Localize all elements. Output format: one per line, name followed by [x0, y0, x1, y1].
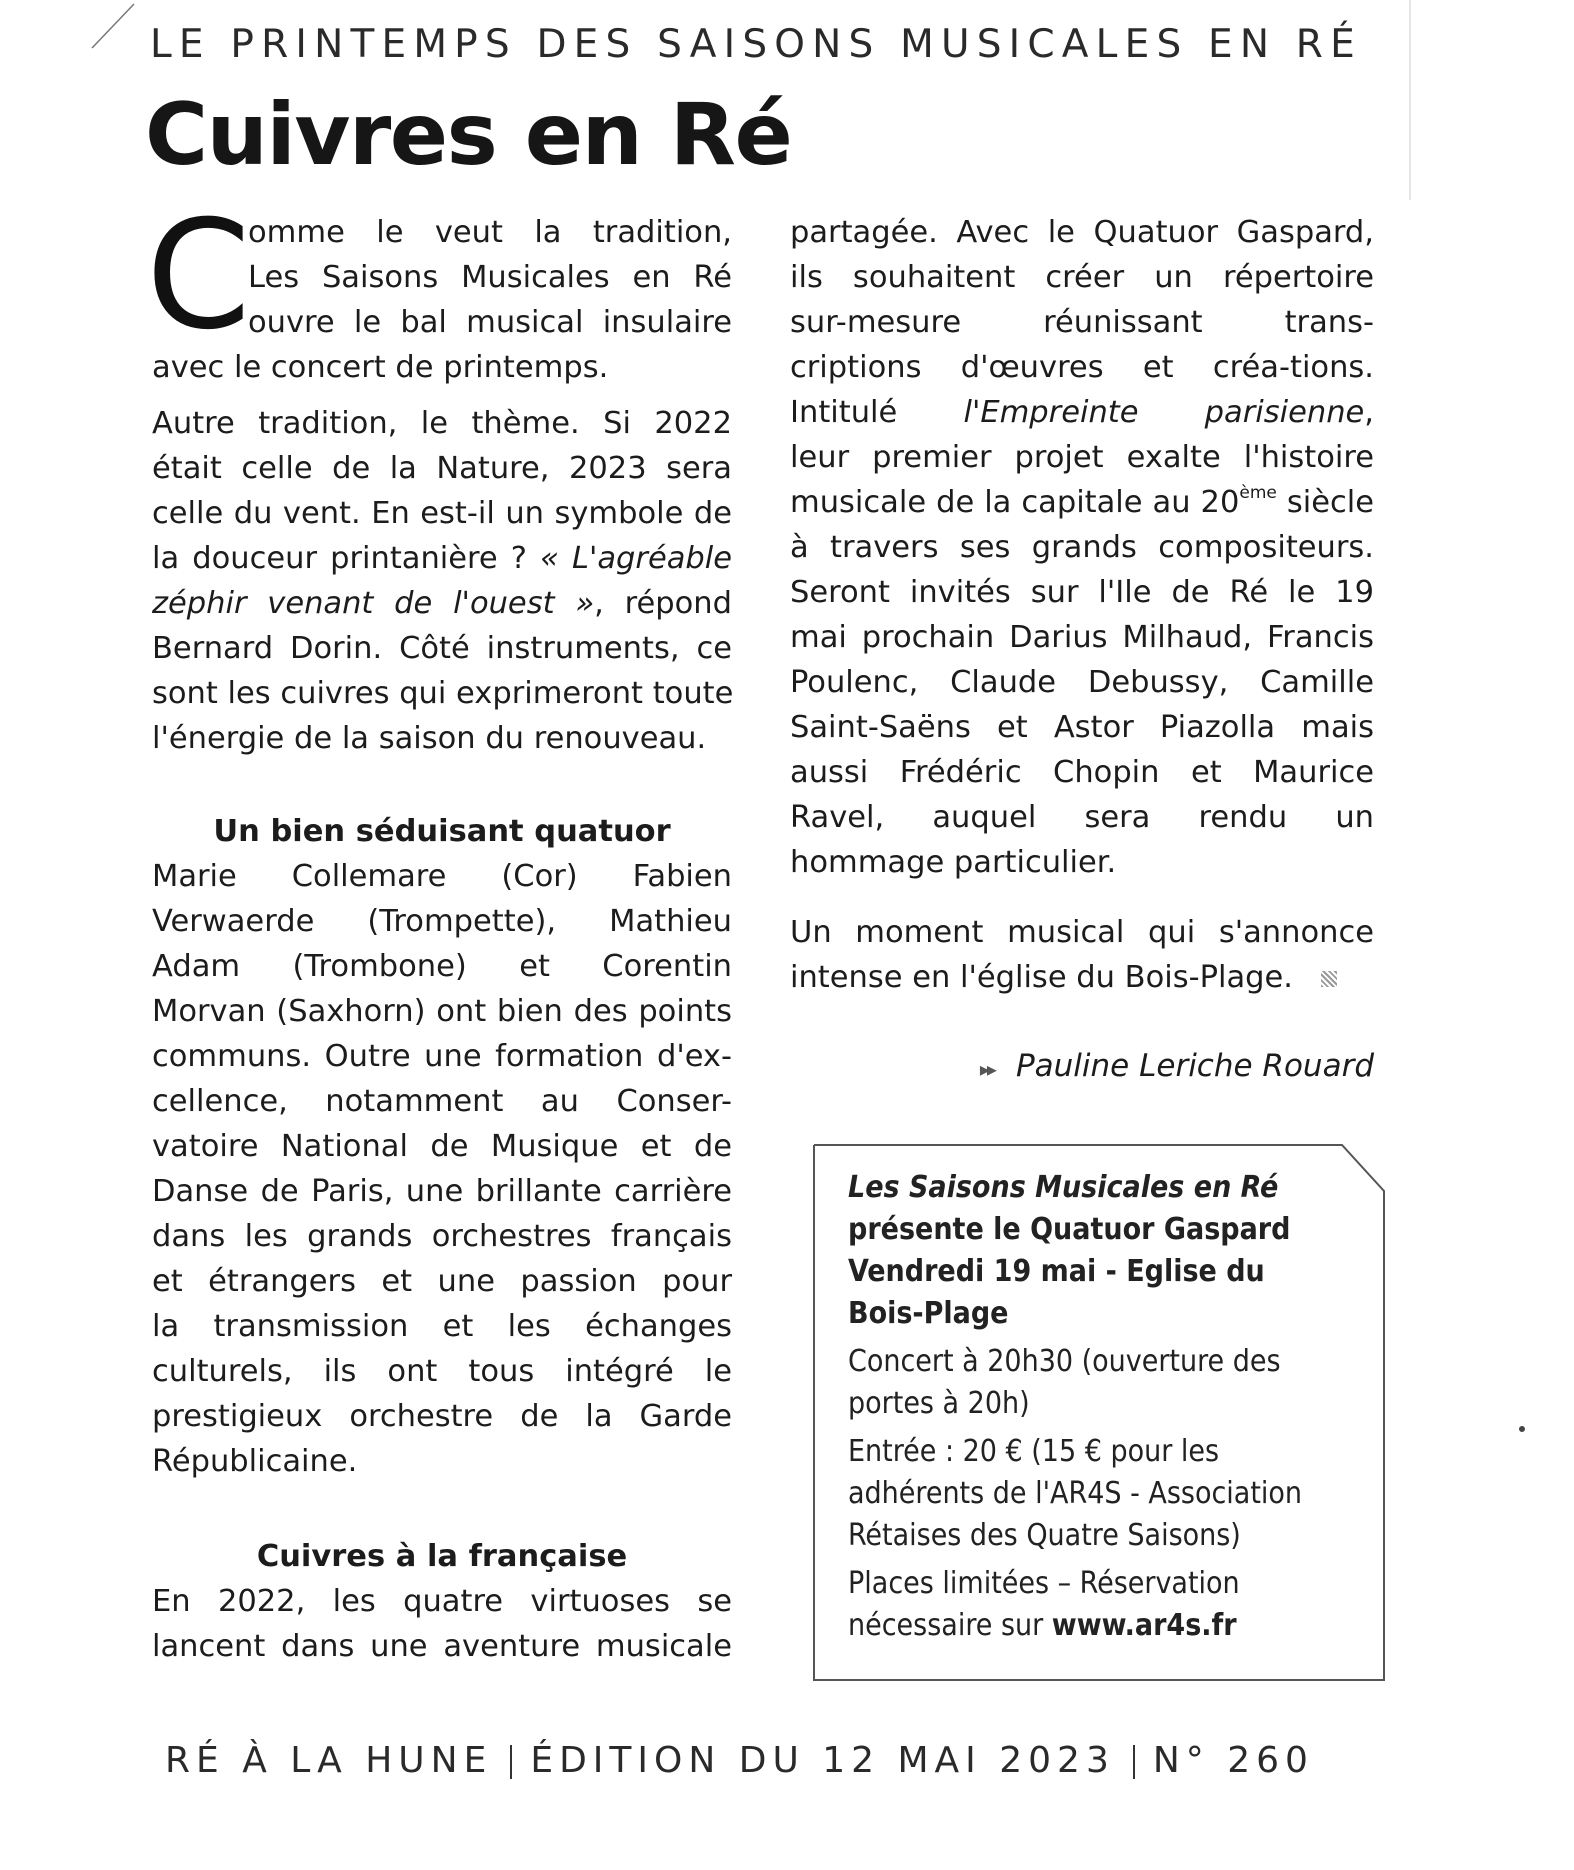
- text-line: Poulenc, Claude Debussy, Camille: [790, 665, 1374, 700]
- text-line: mai prochain Darius Milhaud, Francis: [790, 620, 1374, 655]
- text-line: ils souhaitent créer un répertoire: [790, 260, 1374, 295]
- website-link[interactable]: www.ar4s.fr: [1051, 1608, 1237, 1643]
- organizer-line: Les Saisons Musicales en Ré: [848, 1170, 1279, 1205]
- subheading-quatuor: Un bien séduisant quatuor: [213, 814, 671, 849]
- text-line: cellence, notamment au Conser-: [152, 1084, 732, 1119]
- closing-paragraph: [790, 910, 1374, 1000]
- subheading-francaise: Cuivres à la française: [256, 1539, 628, 1574]
- text-line: sur-mesure réunissant trans-: [790, 305, 1374, 340]
- text-line: Adam (Trombone) et Corentin: [152, 949, 732, 984]
- text-line: Autre tradition, le thème. Si 2022: [152, 406, 732, 441]
- double-arrow-icon: ▸▸: [979, 1057, 994, 1081]
- members-paragraph: [152, 854, 732, 1484]
- text-line: partagée. Avec le Quatuor Gaspard,: [790, 215, 1374, 250]
- text-line: Les Saisons Musicales en Ré: [248, 260, 732, 295]
- text-line: culturels, ils ont tous intégré le: [152, 1354, 732, 1389]
- text-line: leur premier projet exalte l'histoire: [790, 440, 1374, 475]
- scan-corner-line: [88, 0, 138, 52]
- text-line: à travers ses grands compositeurs.: [790, 530, 1374, 565]
- text-line: dans les grands orchestres français: [152, 1219, 732, 1254]
- text-line: musicale de la capitale au 20ème siècle: [790, 483, 1374, 520]
- concert-time-line: Concert à 20h30 (ouverture des: [848, 1344, 1281, 1379]
- text-line: aussi Frédéric Chopin et Maurice: [790, 755, 1374, 790]
- headline: Cuivres en Ré: [145, 85, 792, 185]
- footer-divider: [510, 1745, 512, 1779]
- price-line: Entrée : 20 € (15 € pour les: [848, 1434, 1220, 1469]
- text-line: Ravel, auquel sera rendu un: [790, 800, 1374, 835]
- text-line: omme le veut la tradition,: [248, 215, 732, 250]
- text-line: Seront invités sur l'Ile de Ré le 19: [790, 575, 1374, 610]
- kicker-title: LE PRINTEMPS DES SAISONS MUSICALES EN RÉ: [150, 22, 1362, 67]
- text-line: Saint-Saëns et Astor Piazolla mais: [790, 710, 1374, 745]
- page-footer: [165, 1740, 1314, 1781]
- text-line: et étrangers et une passion pour: [152, 1264, 732, 1299]
- author-byline: [790, 1048, 1374, 1084]
- intro-paragraph: [146, 189, 732, 390]
- project-paragraph: [790, 210, 1374, 885]
- scan-edge-line: [1408, 0, 1412, 200]
- booking-line: nécessaire sur www.ar4s.fr: [848, 1608, 1237, 1643]
- text-line: prestigieux orchestre de la Garde: [152, 1399, 732, 1434]
- left-column: [146, 189, 734, 1669]
- text-line: Intitulé l'Empreinte parisienne,: [790, 395, 1374, 430]
- event-info-box: [812, 1143, 1387, 1683]
- text-line: Morvan (Saxhorn) ont bien des points: [152, 994, 732, 1029]
- doors-line: portes à 20h): [848, 1386, 1030, 1421]
- text-line: Républicaine.: [152, 1444, 358, 1479]
- text-line: était celle de la Nature, 2023 sera: [152, 451, 732, 486]
- scan-speck: [1518, 1425, 1526, 1433]
- text-line: Bernard Dorin. Côté instruments, ce: [152, 631, 732, 666]
- date-venue-line: Vendredi 19 mai - Eglise du: [848, 1254, 1265, 1289]
- text-line: vatoire National de Musique et de: [152, 1129, 732, 1164]
- text-line: Verwaerde (Trompette), Mathieu: [152, 904, 732, 939]
- drop-cap: C: [146, 189, 251, 363]
- publication-name: RÉ À LA HUNE: [165, 1740, 493, 1781]
- members-price-line: adhérents de l'AR4S - Association: [848, 1476, 1303, 1511]
- text-line: Un moment musical qui s'annonce: [790, 915, 1374, 950]
- edition-date: ÉDITION DU 12 MAI 2023: [530, 1740, 1115, 1781]
- end-mark-icon: [1321, 971, 1337, 987]
- association-line: Rétaises des Quatre Saisons): [848, 1518, 1241, 1553]
- info-box-content: [848, 1167, 1378, 1647]
- text-line: communs. Outre une formation d'ex-: [152, 1039, 732, 1074]
- author-name: Pauline Leriche Rouard: [1015, 1048, 1374, 1084]
- limited-places-line: Places limitées – Réservation: [848, 1566, 1240, 1601]
- text-line: lancent dans une aventure musicale: [152, 1629, 732, 1664]
- theme-paragraph: [152, 401, 732, 761]
- text-line: Danse de Paris, une brillante carrière: [152, 1174, 732, 1209]
- text-line: Marie Collemare (Cor) Fabien: [152, 859, 732, 894]
- text-line: sont les cuivres qui exprimeront toute: [152, 676, 734, 711]
- text-line: la transmission et les échanges: [152, 1309, 732, 1344]
- right-column: [790, 210, 1374, 1000]
- footer-divider: [1133, 1745, 1135, 1779]
- text-line: ouvre le bal musical insulaire: [248, 305, 732, 340]
- adventure-paragraph: [152, 1579, 732, 1669]
- issue-number: N° 260: [1152, 1740, 1314, 1781]
- text-line: intense en l'église du Bois-Plage.: [790, 955, 1374, 1000]
- text-line: celle du vent. En est-il un symbole de: [152, 496, 732, 531]
- text-line: avec le concert de printemps.: [152, 350, 609, 385]
- text-line: la douceur printanière ? « L'agréable: [152, 541, 733, 576]
- text-line: zéphir venant de l'ouest », répond: [152, 586, 732, 621]
- venue-line: Bois-Plage: [848, 1296, 1009, 1331]
- presents-line: présente le Quatuor Gaspard: [848, 1212, 1291, 1247]
- text-line: criptions d'œuvres et créa-tions.: [790, 350, 1374, 385]
- text-line: En 2022, les quatre virtuoses se: [152, 1584, 732, 1619]
- text-line: hommage particulier.: [790, 845, 1117, 880]
- text-line: l'énergie de la saison du renouveau.: [152, 721, 707, 756]
